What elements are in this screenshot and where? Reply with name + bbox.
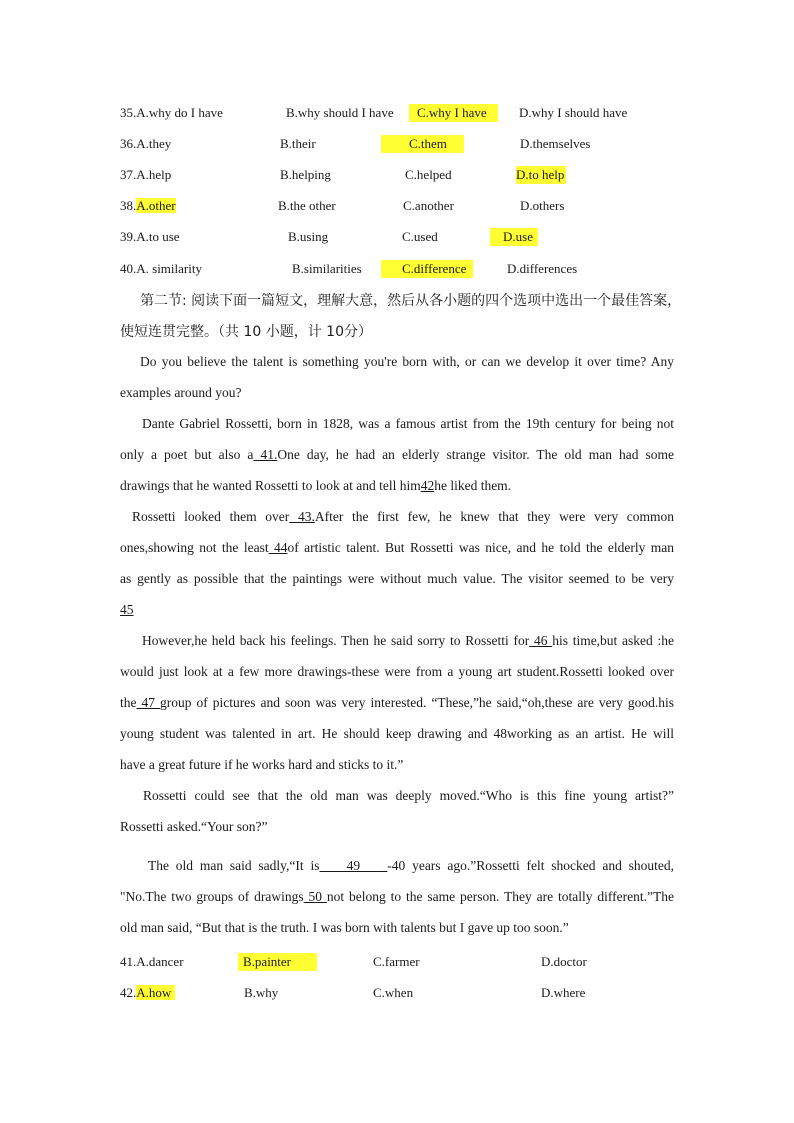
option-b-highlighted: B.painter — [238, 953, 317, 971]
blank-41: 41. — [253, 447, 278, 462]
option-d: D.others — [520, 198, 565, 213]
option-d: D.differences — [507, 261, 578, 276]
option-c: C.helped — [405, 167, 452, 182]
option-c: C.used — [402, 229, 438, 244]
option-c-highlighted: C.why I have — [409, 104, 498, 122]
passage-line: would just look at a few more drawings-these were from a young art student.Rossetti looked over — [120, 664, 674, 679]
passage-line: as gently as possible that the paintings were without much value. The visitor seemed to be very — [120, 571, 674, 586]
passage-line: Rossetti asked.“Your son?” — [120, 819, 268, 834]
question-number: 39. — [120, 229, 137, 244]
blank-43: 43. — [289, 509, 315, 524]
blank-45: 45 — [120, 602, 134, 617]
option-row-41 — [120, 953, 184, 971]
passage-line: "No.The two groups of drawings 50 not belong to the same person. They are totally different.”The — [120, 889, 674, 904]
option-d-highlighted: D.use — [490, 228, 538, 246]
option-row-35 — [120, 104, 223, 122]
blank-44: 44 — [268, 540, 288, 555]
passage-line: young student was talented in art. He should keep drawing and 48working as an artist. He will — [120, 726, 674, 741]
option-b: B.helping — [280, 167, 331, 182]
passage-line: Rossetti could see that the old man was deeply moved.“Who is this fine young artist?” — [143, 788, 674, 803]
option-d: D.doctor — [541, 954, 587, 969]
option-a: A. similarity — [136, 261, 202, 276]
blank-47: 47 — [136, 695, 161, 710]
section-instruction-line2: 使短连贯完整。（共 10 小题，计 10分） — [120, 324, 372, 340]
question-number: 41. — [120, 954, 137, 969]
passage-line: Rossetti looked them over 43.After the first few, he knew that they were very common — [132, 509, 675, 524]
blank-50: 50 — [303, 889, 327, 904]
option-b: B.why should I have — [286, 105, 394, 120]
option-c: C.farmer — [373, 954, 420, 969]
option-row-42 — [120, 984, 175, 1002]
option-d: D.where — [541, 985, 586, 1000]
passage-line: drawings that he wanted Rossetti to look at and tell him42he liked them. — [120, 478, 512, 493]
passage-line: Do you believe the talent is something you're born with, or can we develop it over time? Any — [140, 354, 674, 369]
option-c-highlighted: C.them — [381, 135, 464, 153]
option-c: C.another — [403, 198, 454, 213]
option-row-40 — [120, 260, 202, 278]
option-row-36 — [120, 135, 171, 153]
passage-line: However,he held back his feelings. Then he said sorry to Rossetti for 46 his time,but asked :he — [142, 633, 675, 648]
option-a: A.why do I have — [136, 105, 223, 120]
blank-42: 42 — [420, 478, 435, 493]
passage-line: old man said, “But that is the truth. I was born with talents but I gave up too soon.” — [120, 920, 569, 935]
option-a-highlighted: A.other — [136, 198, 176, 213]
passage-line — [120, 594, 674, 625]
option-b: B.similarities — [292, 261, 362, 276]
passage-line: only a poet but also a 41.One day, he had an elderly strange visitor. The old man had some — [120, 447, 675, 462]
passage-line: The old man said sadly,“It is 49 _-40 years ago.”Rossetti felt shocked and shouted, — [148, 858, 674, 873]
option-d-highlighted: D.to help — [516, 167, 565, 182]
question-number: 38. — [120, 198, 137, 213]
blank-49: 49 _ — [319, 858, 388, 873]
option-row-38 — [120, 197, 176, 215]
question-number: 35. — [120, 105, 137, 120]
option-b: B.why — [244, 985, 279, 1000]
section-instruction-line1: 第二节: 阅读下面一篇短文，理解大意，然后从各小题的四个选项中选出一个最佳答案， — [140, 293, 682, 309]
option-row-39 — [120, 228, 180, 246]
question-number: 42. — [120, 985, 137, 1000]
option-row-37 — [120, 166, 171, 184]
option-a: A.dancer — [136, 954, 184, 969]
option-a: A.to use — [136, 229, 180, 244]
option-b: B.the other — [278, 198, 336, 213]
option-c-highlighted: C.difference — [381, 260, 473, 278]
question-number: 36. — [120, 136, 137, 151]
blank-46: 46 — [529, 633, 553, 648]
passage-line: the 47 group of pictures and soon was very interested. “These,”he said,“oh,these are very good.his — [120, 695, 675, 710]
option-d: D.why I should have — [519, 105, 628, 120]
reading-passage — [120, 346, 674, 943]
option-b: B.their — [280, 136, 316, 151]
question-number: 37. — [120, 167, 137, 182]
passage-line: Dante Gabriel Rossetti, born in 1828, was a famous artist from the 19th century for being not — [142, 416, 674, 431]
option-c: C.when — [373, 985, 414, 1000]
passage-line: examples around you? — [120, 385, 242, 400]
passage-line: have a great future if he works hard and sticks to it.” — [120, 757, 404, 772]
passage-line: ones,showing not the least 44of artistic talent. But Rossetti was nice, and he told the elderly man — [120, 540, 674, 555]
option-a: A.help — [136, 167, 172, 182]
option-a-highlighted: A.how — [136, 985, 175, 1000]
option-b: B.using — [288, 229, 329, 244]
option-d: D.themselves — [520, 136, 591, 151]
option-a: A.they — [136, 136, 172, 151]
question-number: 40. — [120, 261, 137, 276]
